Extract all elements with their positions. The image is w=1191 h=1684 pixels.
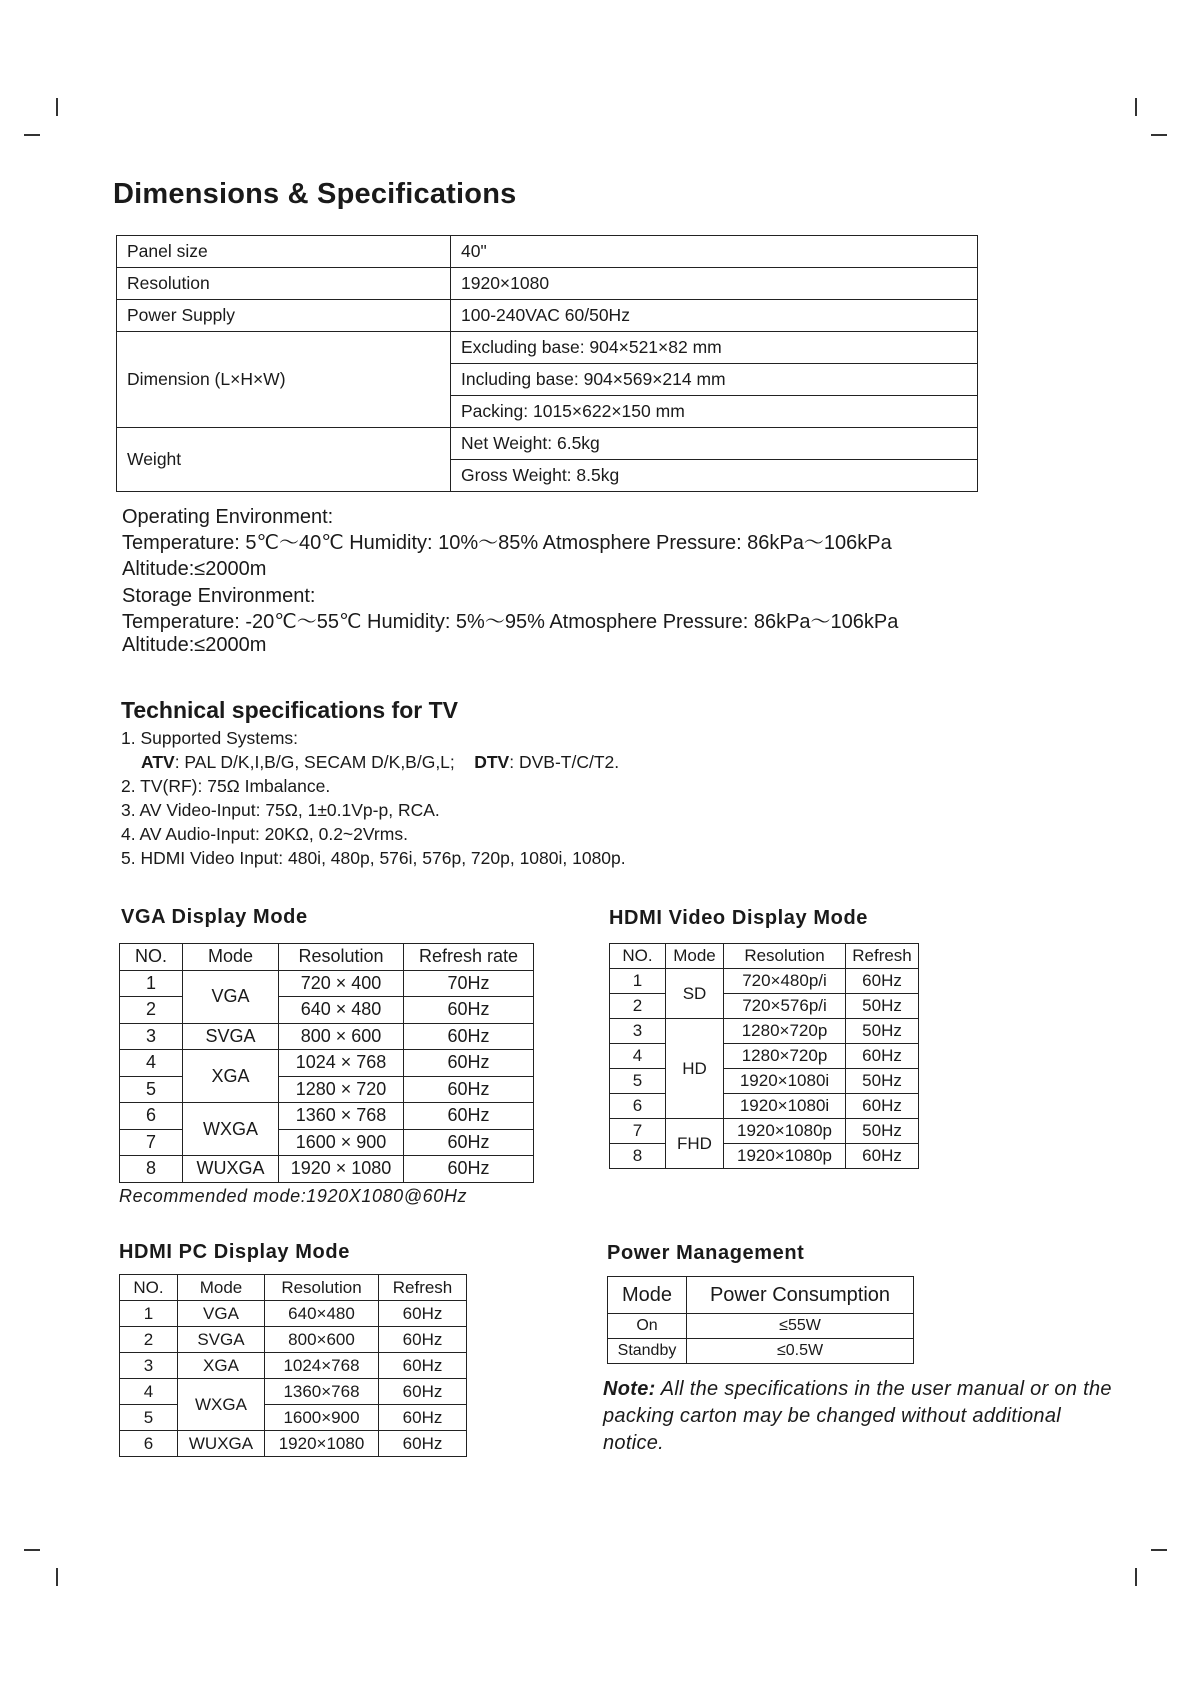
table-cell: 640×480 bbox=[265, 1301, 379, 1327]
table-cell: On bbox=[608, 1314, 687, 1339]
column-header: Mode bbox=[178, 1275, 265, 1301]
table-cell: 6 bbox=[120, 1431, 178, 1457]
table-cell: WUXGA bbox=[183, 1156, 279, 1183]
table-cell: HD bbox=[666, 1019, 724, 1119]
table-cell: 7 bbox=[610, 1119, 666, 1144]
table-cell: 1920×1080i bbox=[724, 1094, 846, 1119]
table-row bbox=[120, 1379, 467, 1405]
column-header: NO. bbox=[120, 1275, 178, 1301]
table-cell: VGA bbox=[183, 970, 279, 1023]
column-header: Refresh rate bbox=[404, 944, 534, 971]
atv-label: ATV bbox=[141, 752, 175, 772]
table-cell: 1 bbox=[120, 970, 183, 997]
table-cell: VGA bbox=[178, 1301, 265, 1327]
table-cell: 1920×1080p bbox=[724, 1144, 846, 1169]
power-management-table bbox=[607, 1276, 914, 1364]
table-row bbox=[610, 969, 919, 994]
table-cell: 800×600 bbox=[265, 1327, 379, 1353]
table-cell: 60Hz bbox=[404, 1050, 534, 1077]
vga-display-mode-table bbox=[119, 943, 534, 1183]
crop-mark bbox=[1135, 98, 1137, 116]
column-header: NO. bbox=[610, 944, 666, 969]
table-cell: 3 bbox=[610, 1019, 666, 1044]
table-row bbox=[120, 970, 534, 997]
table-cell: SVGA bbox=[178, 1327, 265, 1353]
table-row bbox=[120, 1076, 534, 1103]
table-cell: XGA bbox=[183, 1050, 279, 1103]
column-header: Refresh bbox=[846, 944, 919, 969]
spec-value: Excluding base: 904×521×82 mm bbox=[451, 332, 978, 364]
table-cell: 1920 × 1080 bbox=[279, 1156, 404, 1183]
spec-value: Gross Weight: 8.5kg bbox=[451, 460, 978, 492]
table-row bbox=[610, 994, 919, 1019]
table-cell: 8 bbox=[120, 1156, 183, 1183]
crop-mark bbox=[24, 134, 40, 136]
table-cell: 3 bbox=[120, 1023, 183, 1050]
spec-label: Panel size bbox=[117, 236, 451, 268]
spec-value: Net Weight: 6.5kg bbox=[451, 428, 978, 460]
table-header-row bbox=[608, 1277, 914, 1314]
table-cell: 8 bbox=[610, 1144, 666, 1169]
table-cell: WXGA bbox=[178, 1379, 265, 1431]
table-cell: 60Hz bbox=[404, 1103, 534, 1130]
table-cell: 60Hz bbox=[846, 1144, 919, 1169]
table-row bbox=[117, 332, 978, 364]
hdmi-pc-display-mode-table bbox=[119, 1274, 467, 1457]
column-header: Mode bbox=[608, 1277, 687, 1314]
tech-item: 2. TV(RF): 75Ω Imbalance. bbox=[121, 776, 331, 796]
table-cell: 4 bbox=[610, 1044, 666, 1069]
table-cell: 4 bbox=[120, 1050, 183, 1077]
table-row bbox=[120, 997, 534, 1024]
table-row bbox=[120, 1301, 467, 1327]
spec-value: 1920×1080 bbox=[451, 268, 978, 300]
recommended-mode: Recommended mode:1920X1080@60Hz bbox=[119, 1186, 468, 1206]
table-cell: 1360 × 768 bbox=[279, 1103, 404, 1130]
table-row bbox=[610, 1094, 919, 1119]
table-cell: 6 bbox=[120, 1103, 183, 1130]
tech-item: 5. HDMI Video Input: 480i, 480p, 576i, 576p, 720p, 1080i, 1080p. bbox=[121, 848, 626, 868]
crop-mark bbox=[56, 98, 58, 116]
table-cell: 1920×1080 bbox=[265, 1431, 379, 1457]
table-row bbox=[120, 1405, 467, 1431]
table-cell: 7 bbox=[120, 1129, 183, 1156]
operating-environment-heading: Operating Environment: bbox=[122, 506, 334, 528]
vga-heading: VGA Display Mode bbox=[121, 906, 308, 928]
spec-value: Including base: 904×569×214 mm bbox=[451, 364, 978, 396]
table-cell: 60Hz bbox=[404, 1129, 534, 1156]
table-cell: ≤0.5W bbox=[687, 1339, 914, 1364]
table-cell: 1360×768 bbox=[265, 1379, 379, 1405]
table-row bbox=[120, 1327, 467, 1353]
table-cell: 1600×900 bbox=[265, 1405, 379, 1431]
table-cell: SD bbox=[666, 969, 724, 1019]
hdmi-video-heading: HDMI Video Display Mode bbox=[609, 907, 869, 929]
table-row bbox=[120, 1050, 534, 1077]
tech-item: 1. Supported Systems: bbox=[121, 728, 299, 748]
note-body: All the specifications in the user manual or on the packing carton may be changed without additional notice. bbox=[603, 1378, 1112, 1454]
crop-mark bbox=[1151, 1549, 1167, 1551]
table-cell: 720×480p/i bbox=[724, 969, 846, 994]
table-cell: 3 bbox=[120, 1353, 178, 1379]
table-row bbox=[117, 300, 978, 332]
table-cell: 60Hz bbox=[846, 1094, 919, 1119]
spec-label: Weight bbox=[117, 428, 451, 492]
dtv-label: DTV bbox=[474, 752, 510, 772]
table-cell: 60Hz bbox=[379, 1405, 467, 1431]
tech-item: 4. AV Audio-Input: 20KΩ, 0.2~2Vrms. bbox=[121, 824, 408, 844]
table-cell: Standby bbox=[608, 1339, 687, 1364]
table-row bbox=[120, 1353, 467, 1379]
table-cell: 70Hz bbox=[404, 970, 534, 997]
table-cell: 60Hz bbox=[379, 1301, 467, 1327]
table-cell: 1 bbox=[120, 1301, 178, 1327]
table-cell: 5 bbox=[120, 1076, 183, 1103]
table-cell: SVGA bbox=[183, 1023, 279, 1050]
note-text bbox=[603, 1376, 1123, 1457]
table-cell: 1024 × 768 bbox=[279, 1050, 404, 1077]
column-header: Resolution bbox=[265, 1275, 379, 1301]
table-cell: 50Hz bbox=[846, 1069, 919, 1094]
table-cell: 5 bbox=[120, 1405, 178, 1431]
table-row bbox=[608, 1314, 914, 1339]
table-cell: 4 bbox=[120, 1379, 178, 1405]
table-row bbox=[610, 1144, 919, 1169]
table-cell: 60Hz bbox=[379, 1379, 467, 1405]
table-row bbox=[120, 1129, 534, 1156]
table-cell: 60Hz bbox=[846, 969, 919, 994]
table-cell: 720×576p/i bbox=[724, 994, 846, 1019]
table-row bbox=[120, 1103, 534, 1130]
table-header-row bbox=[120, 1275, 467, 1301]
tech-item: 3. AV Video-Input: 75Ω, 1±0.1Vp-p, RCA. bbox=[121, 800, 440, 820]
page-title: Dimensions & Specifications bbox=[113, 178, 517, 210]
spec-value: 40" bbox=[451, 236, 978, 268]
table-cell: 1280 × 720 bbox=[279, 1076, 404, 1103]
hdmi-pc-heading: HDMI PC Display Mode bbox=[119, 1241, 350, 1263]
spec-label: Power Supply bbox=[117, 300, 451, 332]
table-cell: 1920×1080p bbox=[724, 1119, 846, 1144]
table-cell: 60Hz bbox=[404, 1023, 534, 1050]
table-header-row bbox=[610, 944, 919, 969]
table-row bbox=[610, 1069, 919, 1094]
table-cell: 60Hz bbox=[404, 1076, 534, 1103]
table-cell: 640 × 480 bbox=[279, 997, 404, 1024]
storage-environment-heading: Storage Environment: bbox=[122, 585, 316, 607]
table-cell: 1920×1080i bbox=[724, 1069, 846, 1094]
operating-altitude: Altitude:≤2000m bbox=[122, 558, 267, 580]
spec-label: Dimension (L×H×W) bbox=[117, 332, 451, 428]
table-cell: 1600 × 900 bbox=[279, 1129, 404, 1156]
table-row bbox=[117, 268, 978, 300]
hdmi-video-display-mode-table bbox=[609, 943, 919, 1169]
operating-environment-line: Temperature: 5℃～40℃ Humidity: 10%～85% Atmosphere Pressure: 86kPa～106kPa bbox=[122, 532, 892, 554]
table-header-row bbox=[120, 944, 534, 971]
spec-value: Packing: 1015×622×150 mm bbox=[451, 396, 978, 428]
table-cell: 800 × 600 bbox=[279, 1023, 404, 1050]
spec-label: Resolution bbox=[117, 268, 451, 300]
table-cell: ≤55W bbox=[687, 1314, 914, 1339]
table-row bbox=[610, 1044, 919, 1069]
tech-spec-heading: Technical specifications for TV bbox=[121, 697, 458, 723]
table-cell: 50Hz bbox=[846, 1119, 919, 1144]
tech-item-systems bbox=[141, 750, 619, 774]
table-cell: WXGA bbox=[183, 1103, 279, 1156]
note-label: Note: bbox=[603, 1378, 656, 1400]
table-row bbox=[117, 428, 978, 460]
table-cell: 50Hz bbox=[846, 994, 919, 1019]
table-cell: 60Hz bbox=[404, 997, 534, 1024]
column-header: Power Consumption bbox=[687, 1277, 914, 1314]
column-header: Resolution bbox=[724, 944, 846, 969]
table-row bbox=[610, 1119, 919, 1144]
power-management-heading: Power Management bbox=[607, 1242, 805, 1264]
specifications-table bbox=[116, 235, 978, 492]
table-cell: 60Hz bbox=[379, 1327, 467, 1353]
table-cell: 2 bbox=[120, 1327, 178, 1353]
crop-mark bbox=[1135, 1568, 1137, 1586]
spec-value: 100-240VAC 60/50Hz bbox=[451, 300, 978, 332]
table-cell: 60Hz bbox=[379, 1353, 467, 1379]
table-row bbox=[608, 1339, 914, 1364]
column-header: Mode bbox=[666, 944, 724, 969]
atv-value: : PAL D/K,I,B/G, SECAM D/K,B/G,L; bbox=[174, 752, 455, 772]
crop-mark bbox=[24, 1549, 40, 1551]
crop-mark bbox=[56, 1568, 58, 1586]
crop-mark bbox=[1151, 134, 1167, 136]
table-cell: 6 bbox=[610, 1094, 666, 1119]
storage-altitude: Altitude:≤2000m bbox=[122, 634, 267, 656]
table-cell: 720 × 400 bbox=[279, 970, 404, 997]
table-cell: 60Hz bbox=[404, 1156, 534, 1183]
table-cell: 2 bbox=[610, 994, 666, 1019]
table-cell: 1280×720p bbox=[724, 1044, 846, 1069]
table-cell: 50Hz bbox=[846, 1019, 919, 1044]
table-cell: 60Hz bbox=[379, 1431, 467, 1457]
column-header: NO. bbox=[120, 944, 183, 971]
table-row bbox=[120, 1023, 534, 1050]
table-cell: 1280×720p bbox=[724, 1019, 846, 1044]
table-cell: 1 bbox=[610, 969, 666, 994]
table-cell: FHD bbox=[666, 1119, 724, 1169]
storage-environment-line: Temperature: -20℃～55℃ Humidity: 5%～95% Atmosphere Pressure: 86kPa～106kPa bbox=[122, 611, 899, 633]
table-cell: WUXGA bbox=[178, 1431, 265, 1457]
table-row bbox=[117, 236, 978, 268]
table-cell: XGA bbox=[178, 1353, 265, 1379]
table-row bbox=[610, 1019, 919, 1044]
column-header: Resolution bbox=[279, 944, 404, 971]
table-row bbox=[120, 1156, 534, 1183]
column-header: Refresh bbox=[379, 1275, 467, 1301]
table-cell: 5 bbox=[610, 1069, 666, 1094]
table-cell: 60Hz bbox=[846, 1044, 919, 1069]
dtv-value: : DVB-T/C/T2. bbox=[509, 752, 620, 772]
table-cell: 1024×768 bbox=[265, 1353, 379, 1379]
table-cell: 2 bbox=[120, 997, 183, 1024]
table-row bbox=[120, 1431, 467, 1457]
column-header: Mode bbox=[183, 944, 279, 971]
